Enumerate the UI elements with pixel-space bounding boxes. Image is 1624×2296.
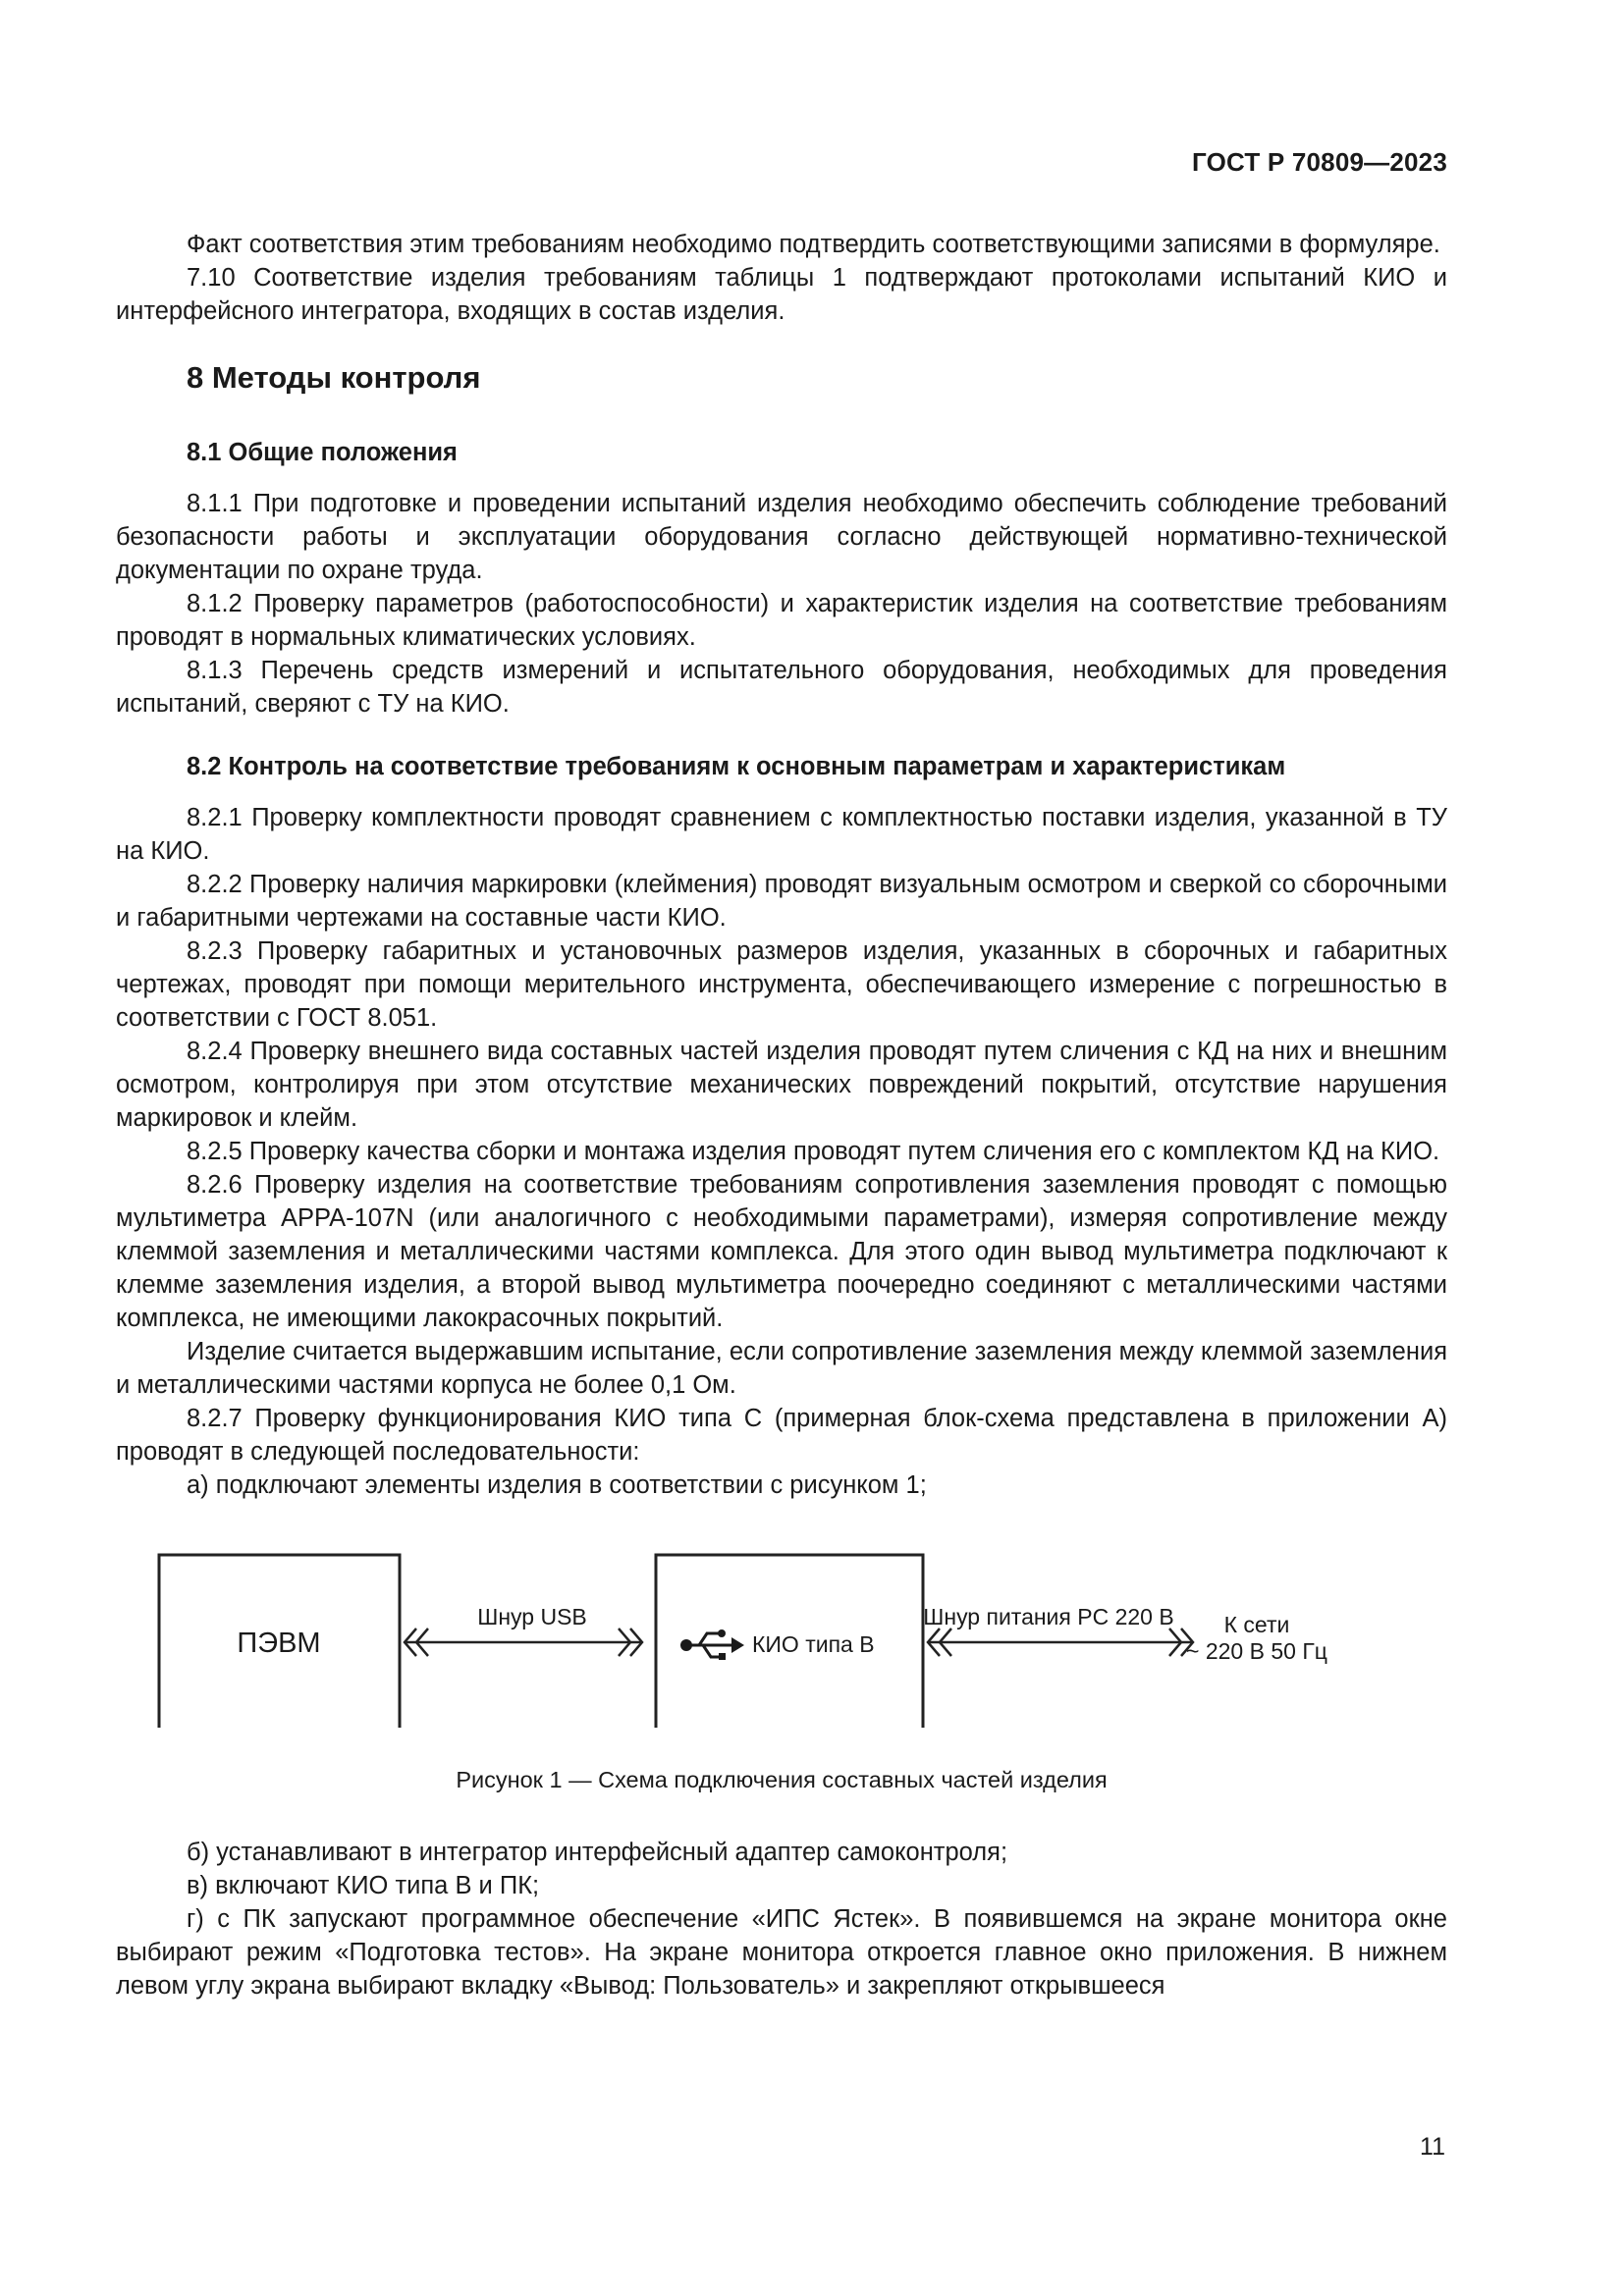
paragraph: 8.2.7 Проверку функционирования КИО типа С (примерная блок-схема представлена в приложении А) проводят в следующей последовательности: [116,1405,1447,1466]
subsection-title: 8.1 Общие положения [187,439,458,466]
paragraph: 8.2.2 Проверку наличия маркировки (клеймения) проводят визуальным осмотром и сверкой со сборочными и габаритными чертежами на составные части КИО. [116,871,1447,932]
usb-cable-arrow [405,1629,642,1656]
paragraph: 8.2.6 Проверку изделия на соответствие требованиям сопротивления заземления проводят с помощью мультиметра APPA-107N (или аналогичного с необходимыми параметрами), измеряя сопротивление между клеммой заземления и металлическими частями комплекса. Для этого один вывод мультиметра подключают к клемме заземления изделия, а второй вывод мультиметра поочередно соединяют с металлическими частями комплекса, не имеющими лакокрасочных покрытий. [116,1171,1447,1332]
paragraph: б) устанавливают в интегратор интерфейсный адаптер самоконтроля; [187,1839,1008,1866]
paragraph: 8.2.1 Проверку комплектности проводят сравнением с комплектностью поставки изделия, указанной в ТУ на КИО. [116,804,1447,865]
connection-diagram [116,1531,1447,1728]
mains-label-line1: К сети [1223,1612,1290,1637]
paragraph: в) включают КИО типа В и ПК; [187,1872,540,1899]
paragraph: а) подключают элементы изделия в соответствии с рисунком 1; [187,1471,927,1499]
document-header: ГОСТ Р 70809—2023 [1192,147,1447,177]
paragraph: 7.10 Соответствие изделия требованиям таблицы 1 подтверждают протоколами испытаний КИО и интерфейсного интегратора, входящих в состав изделия. [116,264,1447,325]
paragraph: 8.2.4 Проверку внешнего вида составных частей изделия проводят путем сличения с КД на них и внешним осмотром, контролируя при этом отсутствие механических повреждений покрытий, отсутствие нарушения маркировок и клейм. [116,1038,1447,1132]
paragraph: г) с ПК запускают программное обеспечение «ИПС Ястек». В появившемся на экране монитора окне выбирают режим «Подготовка тестов». На экране монитора откроется главное окно приложения. В нижнем левом углу экрана выбирают вкладку «Вывод: Пользователь» и закрепляют открывшееся [116,1905,1447,2000]
pc-box-label: ПЭВМ [237,1628,321,1659]
usb-cable-label: Шнур USB [477,1604,587,1629]
paragraph: 8.1.1 При подготовке и проведении испытаний изделия необходимо обеспечить соблюдение требований безопасности работы и эксплуатации оборудования согласно действующей нормативно-технической документации по охране труда. [116,490,1447,584]
figure-caption: Рисунок 1 — Схема подключения составных частей изделия [456,1767,1108,1792]
section-title: 8 Методы контроля [187,360,481,395]
paragraph: 8.1.3 Перечень средств измерений и испытательного оборудования, необходимых для проведения испытаний, сверяют с ТУ на КИО. [116,657,1447,718]
document-body [116,228,1447,2002]
paragraph: Изделие считается выдержавшим испытание, если сопротивление заземления между клеммой заземления и металлическими частями корпуса не более 0,1 Ом. [116,1338,1447,1399]
page-number: 11 [1420,2133,1445,2161]
power-cable-label: Шнур питания PC 220 В [923,1604,1174,1629]
usb-icon [680,1629,744,1660]
paragraph: 8.2.5 Проверку качества сборки и монтажа изделия проводят путем сличения его с комплектом КД на КИО. [187,1138,1440,1165]
kio-box-label: КИО типа В [752,1631,875,1657]
paragraph: Факт соответствия этим требованиям необходимо подтвердить соответствующими записями в формуляре. [187,231,1440,258]
paragraph: 8.2.3 Проверку габаритных и установочных размеров изделия, указанных в сборочных и габаритных чертежах, проводят при помощи мерительного инструмента, обеспечивающего измерение с погрешностью в соответствии с ГОСТ 8.051. [116,937,1447,1032]
power-cable-arrow [928,1629,1193,1656]
mains-label-line2: ~ 220 В 50 Гц [1186,1638,1327,1664]
paragraph: 8.1.2 Проверку параметров (работоспособности) и характеристик изделия на соответствие требованиям проводят в нормальных климатических условиях. [116,590,1447,651]
subsection-title: 8.2 Контроль на соответствие требованиям к основным параметрам и характеристикам [187,753,1286,780]
